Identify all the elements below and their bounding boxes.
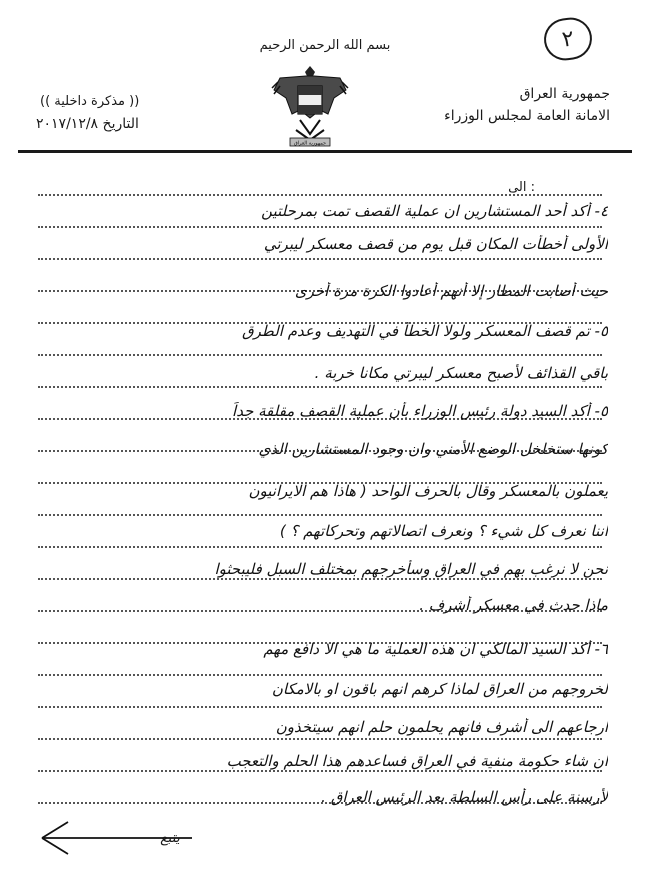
dotted-rule (38, 546, 602, 548)
header-divider (18, 150, 632, 153)
handwritten-line: ان شاء حكومة منفية في العراق فساعدهم هذا الحلم والتعجب (226, 752, 608, 770)
country-name: جمهورية العراق (519, 86, 610, 102)
dotted-rule (38, 226, 602, 228)
date-line (36, 116, 196, 132)
dotted-rule (38, 386, 602, 388)
iraq-eagle-emblem-icon (270, 60, 350, 148)
dotted-rule (38, 706, 602, 708)
dotted-rule (38, 354, 602, 356)
dotted-rule (38, 738, 602, 740)
dotted-rule (38, 258, 602, 260)
authority-name: الامانة العامة لمجلس الوزراء (444, 108, 610, 124)
dotted-rule (38, 514, 602, 516)
handwritten-line: نحن لا نرغب بهم في العراق وسأخرجهم بمختلف السبل فليبحثوا (214, 560, 608, 578)
handwritten-line: ماذا حدث في معسكر أشرف . (419, 596, 608, 614)
recipient-label: الى : (508, 180, 535, 195)
handwritten-line: كونها ستخلخل الوضع الأمني وان وجود المستشارين الذي (258, 440, 608, 458)
handwritten-line: الأولى أخطأت المكان قبل يوم من قصف معسكر ليبرتي (263, 235, 608, 253)
handwritten-line: ٥- تم قصف المعسكر ولولا الخطأ في التهديف وعدم الطرق (242, 322, 608, 340)
basmala: بسم الله الرحمن الرحيم (259, 38, 391, 53)
handwritten-line: باقي القذائف لأصبح معسكر ليبرتي مكانا خربة . (314, 364, 608, 382)
date-label: التاريخ (102, 116, 139, 132)
continue-label: يتبع (160, 830, 180, 846)
dotted-rule (38, 770, 602, 772)
handwritten-line: حيث أصابت المطار إلا أنهم أعادوا الكرة مرة أخرى (294, 282, 608, 300)
dotted-rule (38, 194, 602, 196)
page-number: ٢ (541, 15, 594, 63)
handwritten-line: يعملون بالمعسكر وقال بالحرف الواحد ( هاذا هم الايرانيون (248, 482, 608, 500)
dotted-rule (38, 674, 602, 676)
handwritten-line: لأرسنة على رأس السلطة بعد الرئيس العراق . (321, 788, 608, 806)
dotted-rule (38, 578, 602, 580)
handwritten-line: لخروجهم من العراق لماذا كرهم انهم باقون او بالامكان (271, 680, 608, 698)
memo-label: (( مذكرة داخلية )) (40, 94, 140, 109)
handwritten-line: ٦- أكد السيد المالكي ان هذه العملية ما هي الا دافع مهم (263, 640, 608, 658)
handwritten-line: ارجاعهم الى أشرف فانهم يحلمون حلم انهم سيتخذون (275, 718, 608, 736)
date-value: ٢٠١٧/١٢/٨ (36, 116, 99, 132)
handwritten-line: ٥- أكد السيد دولة رئيس الوزراء بأن عملية القصف مقلقة جداً (232, 402, 608, 420)
handwritten-line: ٤- أكد أحد المستشارين ان عملية القصف تمت بمرحلتين (261, 202, 608, 220)
emblem-caption: جمهورية العراق (293, 140, 327, 147)
handwritten-line: اننا نعرف كل شيء ؟ ونعرف اتصالاتهم وتحركاتهم ؟ ) (279, 522, 608, 540)
